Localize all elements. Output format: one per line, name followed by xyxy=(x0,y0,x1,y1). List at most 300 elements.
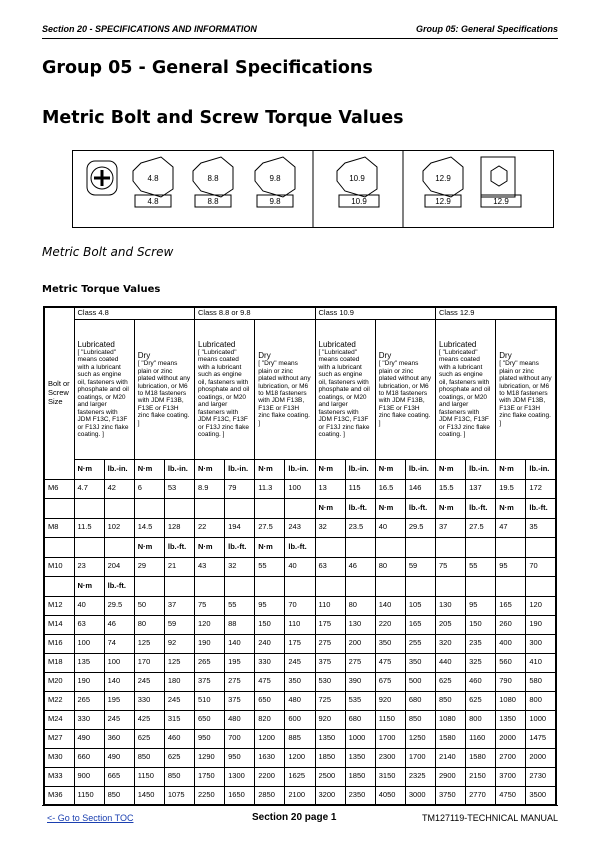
torque-value: 580 xyxy=(526,672,556,691)
torque-value: 3700 xyxy=(496,767,526,786)
torque-value: 46 xyxy=(104,615,134,634)
unit-label: lb.-in. xyxy=(104,459,134,479)
torque-value: 2140 xyxy=(436,748,466,767)
torque-value: 120 xyxy=(526,596,556,615)
dry-title: Dry xyxy=(137,350,151,360)
torque-value: 1350 xyxy=(315,729,345,748)
torque-value: 950 xyxy=(225,748,255,767)
header-section: Section 20 - SPECIFICATIONS AND INFORMATION xyxy=(42,24,257,34)
blank-cell xyxy=(315,537,345,557)
torque-value: 95 xyxy=(255,596,285,615)
torque-value: 46 xyxy=(345,557,375,576)
lubricated-title: Lubricated xyxy=(77,339,115,349)
unit-label: lb.-ft. xyxy=(345,498,375,518)
torque-value: 204 xyxy=(104,557,134,576)
torque-value: 95 xyxy=(496,557,526,576)
torque-value: 55 xyxy=(225,596,255,615)
torque-value: 920 xyxy=(315,710,345,729)
torque-value: 40 xyxy=(285,557,315,576)
table-row xyxy=(44,729,556,748)
bolt-size: M24 xyxy=(44,710,74,729)
torque-value: 265 xyxy=(195,653,225,672)
table-row xyxy=(44,672,556,691)
bolt-size: M20 xyxy=(44,672,74,691)
torque-value: 245 xyxy=(285,653,315,672)
unit-label: lb.-ft. xyxy=(466,498,496,518)
unit-label: lb.-in. xyxy=(164,459,194,479)
lubricated-description: [ "Lubricated" means coated with a lubricant such as engine oil, fasteners with phosphate and oil coatings, or M20 and larger fasteners with JDM F13C, F13F or F13J zinc flake coating. ] xyxy=(198,348,250,439)
torque-value: 850 xyxy=(164,767,194,786)
torque-value: 105 xyxy=(405,596,435,615)
torque-value: 125 xyxy=(134,634,164,653)
torque-value: 37 xyxy=(164,596,194,615)
torque-value: 1350 xyxy=(496,710,526,729)
torque-value: 100 xyxy=(74,634,104,653)
torque-value: 16.5 xyxy=(375,479,405,498)
torque-value: 625 xyxy=(436,672,466,691)
unit-label: N·m xyxy=(375,459,405,479)
lubricated-title: Lubricated xyxy=(318,339,356,349)
torque-value: 790 xyxy=(496,672,526,691)
unit-label: lb.-in. xyxy=(466,459,496,479)
torque-value: 1250 xyxy=(405,729,435,748)
grade-mark: 4.8 xyxy=(147,174,159,183)
torque-value: 675 xyxy=(375,672,405,691)
blank-cell xyxy=(225,576,255,596)
figure-caption: Metric Bolt and Screw xyxy=(42,245,174,259)
page-title: Group 05 - General Specifications xyxy=(42,58,373,78)
torque-value: 80 xyxy=(134,615,164,634)
torque-value: 1075 xyxy=(164,786,194,805)
torque-value: 3000 xyxy=(405,786,435,805)
dry-note xyxy=(134,319,194,459)
torque-value: 440 xyxy=(436,653,466,672)
unit-label: N·m xyxy=(74,459,104,479)
page-header xyxy=(42,20,558,39)
torque-table xyxy=(43,306,557,806)
grade-mark: 8.8 xyxy=(207,174,219,183)
unit-label: lb.-ft. xyxy=(405,498,435,518)
blank-cell xyxy=(375,537,405,557)
torque-value: 680 xyxy=(405,691,435,710)
torque-value: 950 xyxy=(195,729,225,748)
blank-cell xyxy=(134,576,164,596)
grade-mark: 12.9 xyxy=(435,197,451,206)
unit-label: lb.-in. xyxy=(526,459,556,479)
blank-cell xyxy=(436,576,466,596)
torque-value: 40 xyxy=(74,596,104,615)
torque-value: 800 xyxy=(466,710,496,729)
torque-value: 1650 xyxy=(225,786,255,805)
grade-mark: 12.9 xyxy=(493,197,509,206)
blank-cell xyxy=(526,537,556,557)
torque-value: 3150 xyxy=(375,767,405,786)
bolt-size: M10 xyxy=(44,557,74,576)
table-row xyxy=(44,748,556,767)
unit-label: N·m xyxy=(255,459,285,479)
torque-value: 1000 xyxy=(526,710,556,729)
bolt-size: M27 xyxy=(44,729,74,748)
torque-value: 95 xyxy=(466,596,496,615)
torque-value: 4750 xyxy=(496,786,526,805)
torque-value: 75 xyxy=(436,557,466,576)
torque-value: 165 xyxy=(496,596,526,615)
blank-cell xyxy=(285,498,315,518)
torque-value: 375 xyxy=(225,691,255,710)
dry-note xyxy=(496,319,556,459)
torque-value: 475 xyxy=(255,672,285,691)
header-group: Group 05: General Specifications xyxy=(415,24,558,34)
grade-mark: 9.8 xyxy=(269,197,281,206)
torque-value: 650 xyxy=(255,691,285,710)
bolt-head-figure xyxy=(72,150,554,228)
blank-cell xyxy=(225,498,255,518)
grade-mark: 9.8 xyxy=(269,174,281,183)
torque-value: 23.5 xyxy=(345,518,375,537)
torque-value: 135 xyxy=(74,653,104,672)
blank-cell xyxy=(496,576,526,596)
class-header: Class 4.8 xyxy=(74,307,195,319)
blank-cell xyxy=(496,537,526,557)
unit-label: lb.-in. xyxy=(405,459,435,479)
table-title: Metric Torque Values xyxy=(42,284,161,295)
torque-value: 820 xyxy=(255,710,285,729)
blank-cell xyxy=(405,537,435,557)
torque-value: 275 xyxy=(315,634,345,653)
torque-value: 140 xyxy=(104,672,134,691)
lubricated-description: [ "Lubricated" means coated with a lubricant such as engine oil, fasteners with phosphate and oil coatings, or M20 and larger fasteners with JDM F13C, F13F or F13J zinc flake coating. ] xyxy=(439,348,491,439)
dry-title: Dry xyxy=(378,350,392,360)
torque-value: 74 xyxy=(104,634,134,653)
torque-value: 265 xyxy=(74,691,104,710)
page-footer xyxy=(42,805,558,826)
torque-value: 70 xyxy=(526,557,556,576)
manual-id: TM127119-TECHNICAL MANUAL xyxy=(421,813,558,823)
torque-value: 32 xyxy=(225,557,255,576)
torque-value: 120 xyxy=(195,615,225,634)
torque-value: 110 xyxy=(315,596,345,615)
unit-label: N·m xyxy=(195,459,225,479)
torque-value: 140 xyxy=(375,596,405,615)
blank-cell xyxy=(195,498,225,518)
torque-value: 55 xyxy=(466,557,496,576)
torque-value: 130 xyxy=(345,615,375,634)
torque-value: 29 xyxy=(134,557,164,576)
torque-value: 59 xyxy=(164,615,194,634)
torque-value: 1080 xyxy=(496,691,526,710)
torque-value: 2325 xyxy=(405,767,435,786)
torque-value: 1350 xyxy=(345,748,375,767)
unit-row xyxy=(44,537,556,557)
torque-value: 2100 xyxy=(285,786,315,805)
blank-cell xyxy=(74,537,104,557)
torque-value: 1625 xyxy=(285,767,315,786)
torque-value: 700 xyxy=(225,729,255,748)
torque-value: 3750 xyxy=(436,786,466,805)
torque-value: 330 xyxy=(134,691,164,710)
unit-label: N·m xyxy=(375,498,405,518)
bolt-size: M36 xyxy=(44,786,74,805)
bolt-size: M12 xyxy=(44,596,74,615)
unit-label: N·m xyxy=(255,537,285,557)
torque-value: 1200 xyxy=(255,729,285,748)
torque-value: 190 xyxy=(74,672,104,691)
torque-value: 625 xyxy=(164,748,194,767)
torque-value: 243 xyxy=(285,518,315,537)
torque-value: 43 xyxy=(195,557,225,576)
torque-value: 100 xyxy=(285,479,315,498)
torque-value: 128 xyxy=(164,518,194,537)
unit-label: N·m xyxy=(496,459,526,479)
lubricated-note xyxy=(315,319,375,459)
blank-cell xyxy=(405,576,435,596)
torque-value: 190 xyxy=(195,634,225,653)
torque-value: 170 xyxy=(134,653,164,672)
unit-label: lb.-in. xyxy=(345,459,375,479)
torque-value: 1475 xyxy=(526,729,556,748)
torque-value: 375 xyxy=(315,653,345,672)
blank-cell xyxy=(44,498,74,518)
bolt-size: M6 xyxy=(44,479,74,498)
bolt-size: M33 xyxy=(44,767,74,786)
torque-value: 490 xyxy=(74,729,104,748)
torque-value: 1150 xyxy=(375,710,405,729)
torque-value: 80 xyxy=(375,557,405,576)
torque-value: 900 xyxy=(74,767,104,786)
torque-value: 350 xyxy=(405,653,435,672)
unit-row xyxy=(44,576,556,596)
torque-value: 194 xyxy=(225,518,255,537)
torque-value: 6 xyxy=(134,479,164,498)
torque-value: 1700 xyxy=(375,729,405,748)
torque-value: 560 xyxy=(496,653,526,672)
bolt-size: M14 xyxy=(44,615,74,634)
torque-value: 190 xyxy=(526,615,556,634)
torque-value: 40 xyxy=(375,518,405,537)
table-row xyxy=(44,557,556,576)
unit-label: N·m xyxy=(134,459,164,479)
torque-value: 850 xyxy=(104,786,134,805)
class-header-row xyxy=(44,307,556,319)
dry-description: [ "Dry" means plain or zinc plated without any lubrication, or M6 to M18 fasteners with JDM F13B, F13E or F13H zinc flake coating. ] xyxy=(499,360,552,427)
torque-value: 680 xyxy=(345,710,375,729)
torque-value: 195 xyxy=(225,653,255,672)
torque-value: 325 xyxy=(466,653,496,672)
torque-value: 63 xyxy=(74,615,104,634)
unit-label: lb.-ft. xyxy=(225,537,255,557)
blank-cell xyxy=(436,537,466,557)
torque-value: 59 xyxy=(405,557,435,576)
torque-value: 350 xyxy=(285,672,315,691)
blank-cell xyxy=(164,498,194,518)
torque-value: 885 xyxy=(285,729,315,748)
blank-cell xyxy=(164,576,194,596)
torque-value: 725 xyxy=(315,691,345,710)
torque-value: 320 xyxy=(436,634,466,653)
torque-value: 14.5 xyxy=(134,518,164,537)
torque-value: 1850 xyxy=(315,748,345,767)
torque-value: 27.5 xyxy=(466,518,496,537)
torque-value: 850 xyxy=(405,710,435,729)
torque-value: 665 xyxy=(104,767,134,786)
torque-value: 150 xyxy=(466,615,496,634)
unit-label: lb.-ft. xyxy=(104,576,134,596)
unit-label: N·m xyxy=(496,498,526,518)
torque-value: 3500 xyxy=(526,786,556,805)
torque-value: 510 xyxy=(195,691,225,710)
torque-value: 375 xyxy=(195,672,225,691)
torque-value: 37 xyxy=(436,518,466,537)
torque-value: 245 xyxy=(134,672,164,691)
torque-value: 195 xyxy=(104,691,134,710)
torque-value: 2000 xyxy=(496,729,526,748)
torque-value: 11.5 xyxy=(74,518,104,537)
blank-cell xyxy=(466,537,496,557)
torque-value: 800 xyxy=(526,691,556,710)
torque-value: 55 xyxy=(255,557,285,576)
torque-value: 490 xyxy=(104,748,134,767)
bolt-size: M22 xyxy=(44,691,74,710)
torque-value: 480 xyxy=(225,710,255,729)
torque-value: 200 xyxy=(345,634,375,653)
torque-value: 80 xyxy=(345,596,375,615)
torque-value: 850 xyxy=(436,691,466,710)
dry-description: [ "Dry" means plain or zinc plated without any lubrication, or M6 to M18 fasteners with JDM F13B, F13E or F13H zinc flake coating. ] xyxy=(378,360,432,427)
torque-value: 390 xyxy=(345,672,375,691)
blank-cell xyxy=(285,576,315,596)
unit-label: N·m xyxy=(436,498,466,518)
unit-label: N·m xyxy=(134,537,164,557)
blank-cell xyxy=(345,576,375,596)
torque-value: 79 xyxy=(225,479,255,498)
torque-value: 1300 xyxy=(225,767,255,786)
torque-value: 600 xyxy=(285,710,315,729)
torque-value: 75 xyxy=(195,596,225,615)
torque-value: 180 xyxy=(164,672,194,691)
torque-value: 410 xyxy=(526,653,556,672)
torque-value: 88 xyxy=(225,615,255,634)
torque-value: 1160 xyxy=(466,729,496,748)
torque-value: 220 xyxy=(375,615,405,634)
torque-value: 245 xyxy=(164,691,194,710)
lubricated-note xyxy=(74,319,134,459)
torque-value: 1200 xyxy=(285,748,315,767)
torque-value: 920 xyxy=(375,691,405,710)
unit-label: N·m xyxy=(315,459,345,479)
torque-value: 63 xyxy=(315,557,345,576)
torque-value: 15.5 xyxy=(436,479,466,498)
torque-value: 475 xyxy=(375,653,405,672)
torque-value: 2000 xyxy=(526,748,556,767)
torque-value: 400 xyxy=(496,634,526,653)
torque-value: 275 xyxy=(345,653,375,672)
torque-value: 240 xyxy=(255,634,285,653)
torque-value: 245 xyxy=(104,710,134,729)
grade-mark: 8.8 xyxy=(207,197,219,206)
torque-value: 330 xyxy=(74,710,104,729)
torque-value: 4050 xyxy=(375,786,405,805)
dry-title: Dry xyxy=(499,350,512,360)
torque-value: 2900 xyxy=(436,767,466,786)
table-row xyxy=(44,653,556,672)
unit-label: N·m xyxy=(315,498,345,518)
torque-value: 1580 xyxy=(466,748,496,767)
torque-value: 32 xyxy=(315,518,345,537)
torque-value: 175 xyxy=(315,615,345,634)
blank-cell xyxy=(104,537,134,557)
torque-value: 1150 xyxy=(134,767,164,786)
blank-cell xyxy=(44,576,74,596)
bolt-size: M8 xyxy=(44,518,74,537)
unit-label: lb.-ft. xyxy=(164,537,194,557)
lubricated-note xyxy=(195,319,255,459)
toc-link[interactable]: <- Go to Section TOC xyxy=(47,813,134,823)
torque-value: 2300 xyxy=(375,748,405,767)
table-row xyxy=(44,710,556,729)
blank-cell xyxy=(255,498,285,518)
torque-value: 625 xyxy=(134,729,164,748)
blank-cell xyxy=(104,498,134,518)
torque-value: 47 xyxy=(496,518,526,537)
torque-value: 425 xyxy=(134,710,164,729)
grade-mark: 12.9 xyxy=(435,174,451,183)
bolt-size-header: Bolt or Screw Size xyxy=(44,307,74,479)
page-number: Section 20 page 1 xyxy=(252,812,337,823)
blank-cell xyxy=(195,576,225,596)
blank-cell xyxy=(345,537,375,557)
torque-value: 27.5 xyxy=(255,518,285,537)
dry-note xyxy=(375,319,435,459)
torque-value: 2770 xyxy=(466,786,496,805)
torque-value: 100 xyxy=(104,653,134,672)
torque-value: 92 xyxy=(164,634,194,653)
unit-label: lb.-ft. xyxy=(526,498,556,518)
torque-value: 1290 xyxy=(195,748,225,767)
torque-value: 3200 xyxy=(315,786,345,805)
torque-value: 11.3 xyxy=(255,479,285,498)
torque-value: 315 xyxy=(164,710,194,729)
torque-value: 530 xyxy=(315,672,345,691)
torque-value: 125 xyxy=(164,653,194,672)
torque-value: 130 xyxy=(436,596,466,615)
torque-value: 350 xyxy=(375,634,405,653)
torque-value: 29.5 xyxy=(104,596,134,615)
table-row xyxy=(44,634,556,653)
torque-value: 1630 xyxy=(255,748,285,767)
torque-value: 260 xyxy=(496,615,526,634)
torque-value: 35 xyxy=(526,518,556,537)
dry-note xyxy=(255,319,315,459)
blank-cell xyxy=(74,498,104,518)
blank-cell xyxy=(315,576,345,596)
lubricated-note xyxy=(436,319,496,459)
torque-value: 29.5 xyxy=(405,518,435,537)
torque-value: 13 xyxy=(315,479,345,498)
torque-value: 8.9 xyxy=(195,479,225,498)
torque-value: 53 xyxy=(164,479,194,498)
torque-value: 2730 xyxy=(526,767,556,786)
table-row xyxy=(44,518,556,537)
table-row xyxy=(44,691,556,710)
blank-cell xyxy=(255,576,285,596)
lubricated-description: [ "Lubricated" means coated with a lubricant such as engine oil, fasteners with phosphate and oil coatings, or M20 and larger fasteners with JDM F13C, F13F or F13J zinc flake coating. ] xyxy=(77,348,129,439)
torque-value: 1750 xyxy=(195,767,225,786)
torque-value: 19.5 xyxy=(496,479,526,498)
lubricated-title: Lubricated xyxy=(198,339,236,349)
torque-value: 140 xyxy=(225,634,255,653)
table-row xyxy=(44,767,556,786)
table-row xyxy=(44,596,556,615)
